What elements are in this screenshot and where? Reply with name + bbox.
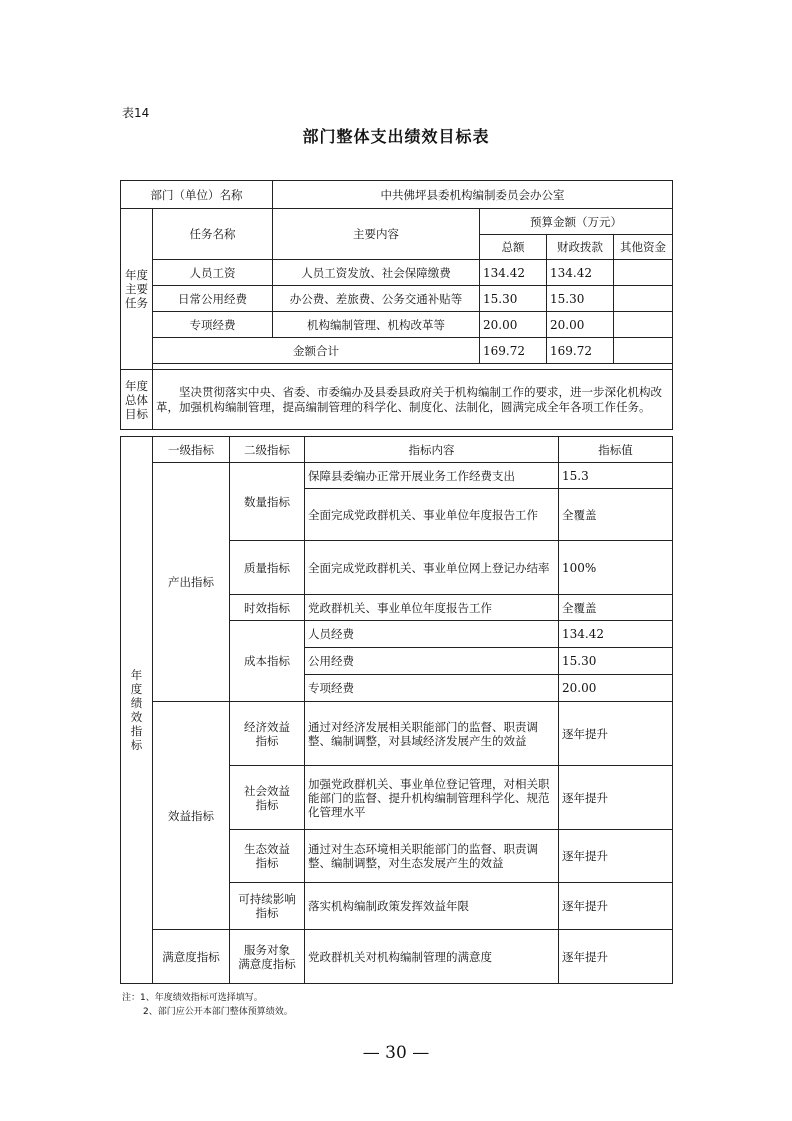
task-name: 人员工资 <box>153 260 273 286</box>
indicator-value: 逐年提升 <box>559 930 673 984</box>
task-total: 134.42 <box>480 260 547 286</box>
indicators-table <box>120 436 673 984</box>
economic-benefit-label: 经济效益 指标 <box>230 702 305 766</box>
table-row <box>121 286 673 312</box>
sum-label: 金额合计 <box>153 338 480 364</box>
dept-row <box>121 181 673 209</box>
dept-value: 中共佛坪县委机构编制委员会办公室 <box>273 181 673 209</box>
goal-section-label: 年度 总体 目标 <box>121 370 153 430</box>
indicator-value: 15.3 <box>559 463 673 489</box>
indicator-content: 人员经费 <box>305 621 559 648</box>
goal-row <box>121 370 673 430</box>
indicator-content: 党政群机关对机构编制管理的满意度 <box>305 930 559 984</box>
col-total: 总额 <box>480 235 547 260</box>
page-number: — 30 — <box>362 1043 430 1063</box>
sum-other <box>614 338 673 364</box>
col-main-content: 主要内容 <box>273 209 480 260</box>
task-content: 办公费、差旅费、公务交通补贴等 <box>273 286 480 312</box>
task-total: 15.30 <box>480 286 547 312</box>
benefit-indicator-label: 效益指标 <box>153 702 230 930</box>
table-row <box>121 463 673 489</box>
notes <box>122 991 293 1019</box>
sum-fiscal: 169.72 <box>547 338 614 364</box>
timeliness-indicator-label: 时效指标 <box>230 595 305 621</box>
indicator-value: 逐年提升 <box>559 830 673 883</box>
ecological-benefit-label: 生态效益 指标 <box>230 830 305 883</box>
task-header-row <box>121 209 673 235</box>
indicator-content: 通过对生态环境相关职能部门的监督、职责调整、编制调整，对生态发展产生的效益 <box>305 830 559 883</box>
indicator-value: 20.00 <box>559 675 673 702</box>
task-name: 日常公用经费 <box>153 286 273 312</box>
indicator-content: 通过对经济发展相关职能部门的监督、职责调整、编制调整，对县域经济发展产生的效益 <box>305 702 559 766</box>
col-budget-amount: 预算金额（万元） <box>480 209 673 235</box>
col-indicator-value: 指标值 <box>559 437 673 463</box>
task-other <box>614 260 673 286</box>
col-indicator-content: 指标内容 <box>305 437 559 463</box>
task-other <box>614 286 673 312</box>
indicator-value: 逐年提升 <box>559 766 673 830</box>
table-row <box>121 702 673 766</box>
col-level1: 一级指标 <box>153 437 230 463</box>
table-row <box>121 260 673 286</box>
task-fiscal: 20.00 <box>547 312 614 338</box>
task-total: 20.00 <box>480 312 547 338</box>
table-row <box>121 312 673 338</box>
indicator-value: 全覆盖 <box>559 489 673 541</box>
col-fiscal: 财政拨款 <box>547 235 614 260</box>
col-other: 其他资金 <box>614 235 673 260</box>
task-content: 人员工资发放、社会保障缴费 <box>273 260 480 286</box>
satisfaction-indicator-label: 满意度指标 <box>153 930 230 984</box>
col-task-name: 任务名称 <box>153 209 273 260</box>
sustainable-impact-label: 可持续影响 指标 <box>230 883 305 930</box>
indicators-section-label: 年 度 绩 效 指 标 <box>121 437 153 984</box>
note-line-2: 2、部门应公开本部门整体预算绩效。 <box>143 1007 293 1017</box>
task-fiscal: 134.42 <box>547 260 614 286</box>
sum-total: 169.72 <box>480 338 547 364</box>
budget-table <box>120 180 673 430</box>
service-satisfaction-label: 服务对象 满意度指标 <box>230 930 305 984</box>
indicator-value: 134.42 <box>559 621 673 648</box>
indicator-value: 逐年提升 <box>559 702 673 766</box>
indicator-content: 保障县委编办正常开展业务工作经费支出 <box>305 463 559 489</box>
task-name: 专项经费 <box>153 312 273 338</box>
indicator-content: 公用经费 <box>305 648 559 675</box>
dept-label: 部门（单位）名称 <box>121 181 273 209</box>
quality-indicator-label: 质量指标 <box>230 541 305 595</box>
indicator-content: 落实机构编制政策发挥效益年限 <box>305 883 559 930</box>
indicator-content: 全面完成党政群机关、事业单位网上登记办结率 <box>305 541 559 595</box>
output-indicator-label: 产出指标 <box>153 463 230 702</box>
indicator-content: 全面完成党政群机关、事业单位年度报告工作 <box>305 489 559 541</box>
indicator-content: 加强党政群机关、事业单位登记管理，对相关职能部门的监督、提升机构编制管理科学化、规范化管理水平 <box>305 766 559 830</box>
col-level2: 二级指标 <box>230 437 305 463</box>
indicator-value: 逐年提升 <box>559 883 673 930</box>
page-title: 部门整体支出绩效目标表 <box>302 127 490 146</box>
social-benefit-label: 社会效益 指标 <box>230 766 305 830</box>
sum-row <box>121 338 673 364</box>
indicator-value: 15.30 <box>559 648 673 675</box>
task-other <box>614 312 673 338</box>
task-content: 机构编制管理、机构改革等 <box>273 312 480 338</box>
indicator-value: 全覆盖 <box>559 595 673 621</box>
note-line-1: 注：1、年度绩效指标可选择填写。 <box>122 993 263 1003</box>
quantity-indicator-label: 数量指标 <box>230 463 305 541</box>
table-row <box>121 930 673 984</box>
indicator-content: 专项经费 <box>305 675 559 702</box>
indicator-value: 100% <box>559 541 673 595</box>
goal-text: 坚决贯彻落实中央、省委、市委编办及县委县政府关于机构编制工作的要求，进一步深化机构改革，加强机构编制管理，提高编制管理的科学化、制度化、法制化，圆满完成全年各项工作任务。 <box>153 370 673 430</box>
cost-indicator-label: 成本指标 <box>230 621 305 702</box>
table-number: 表14 <box>122 106 150 120</box>
indicator-content: 党政群机关、事业单位年度报告工作 <box>305 595 559 621</box>
indicator-header-row <box>121 437 673 463</box>
task-fiscal: 15.30 <box>547 286 614 312</box>
tasks-section-label: 年度 主要 任务 <box>121 209 153 370</box>
